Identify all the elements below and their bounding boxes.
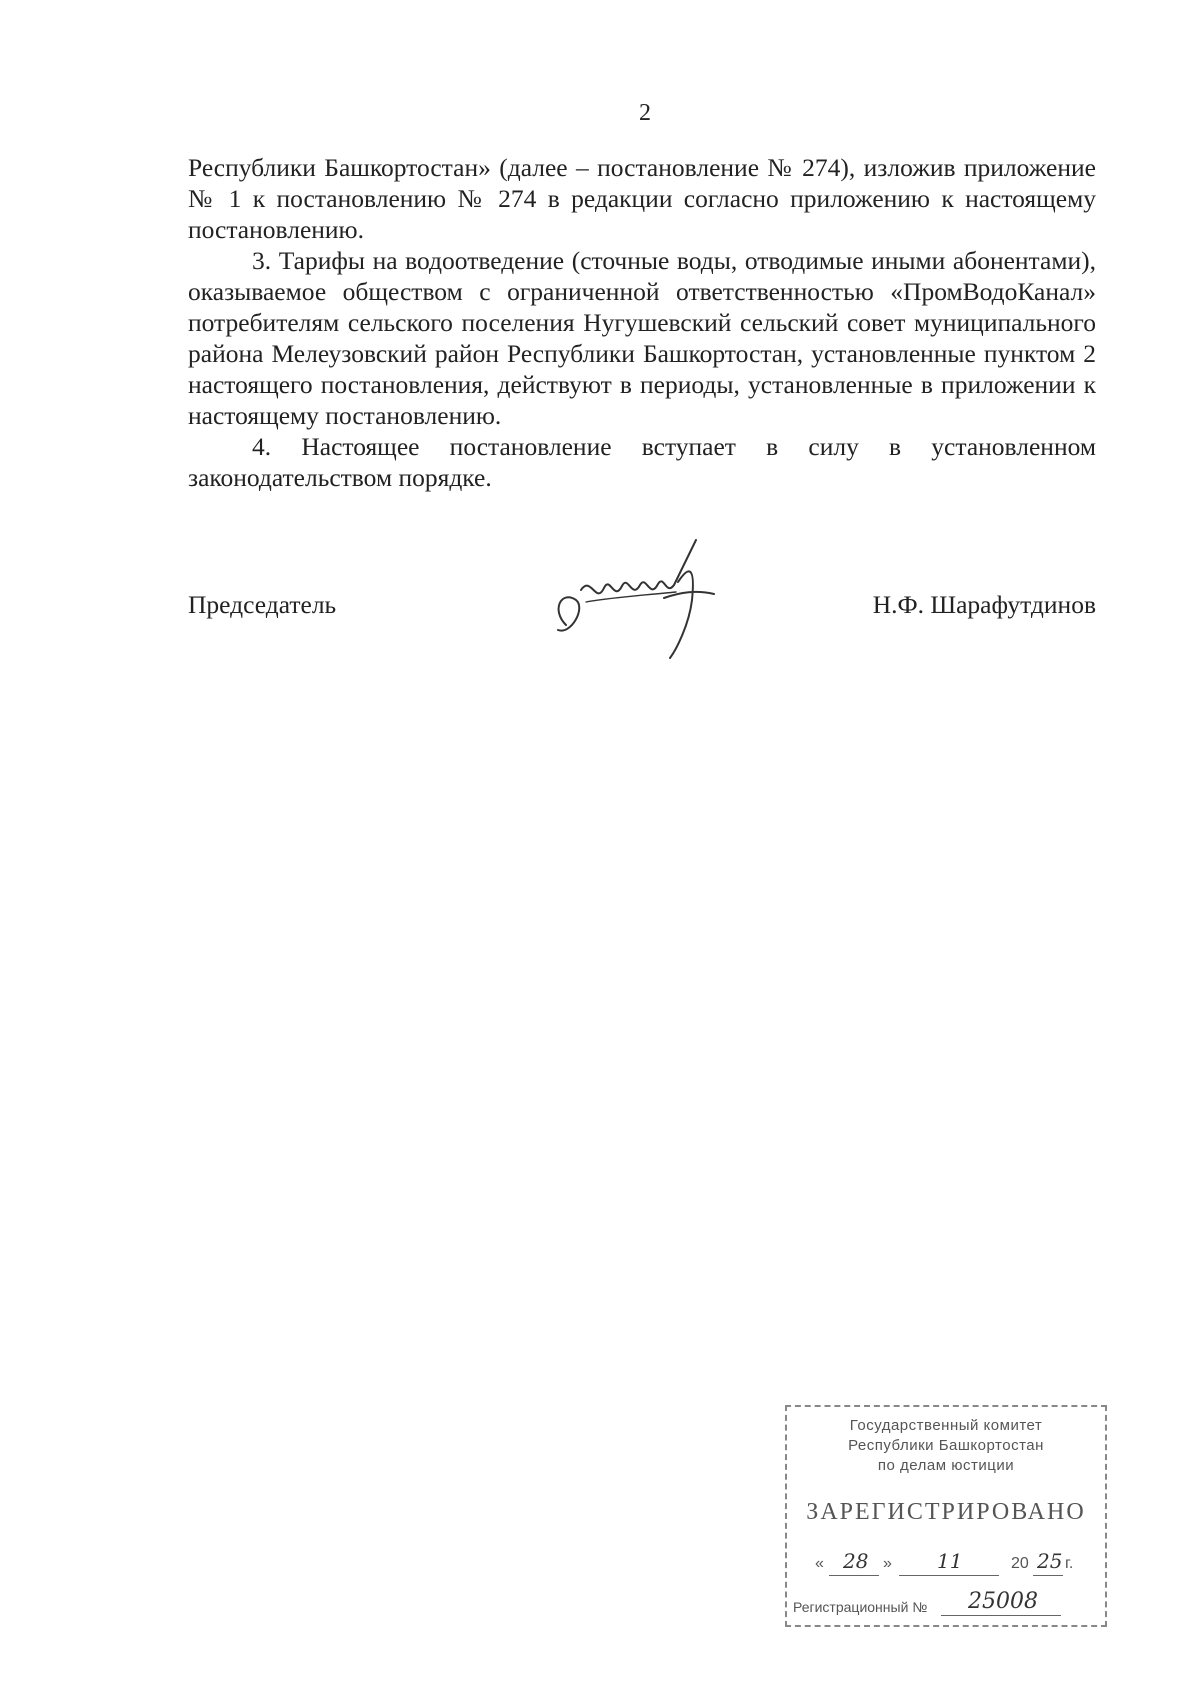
page-number: 2 xyxy=(639,100,651,126)
signatory-title: Председатель xyxy=(188,590,337,619)
stamp-authority-line-1: Государственный комитет xyxy=(849,1417,1043,1434)
stamp-year-unit: г. xyxy=(1065,1555,1074,1572)
stamp-open-quote: « xyxy=(815,1555,824,1572)
stamp-year-underline xyxy=(1033,1575,1063,1576)
handwritten-signature xyxy=(546,530,726,660)
registration-stamp xyxy=(785,1405,1107,1627)
stamp-authority-line-2: Республики Башкортостан xyxy=(848,1437,1044,1454)
stamp-reg-number: 25008 xyxy=(968,1589,1038,1614)
document-body xyxy=(188,152,1096,493)
stamp-close-quote: » xyxy=(883,1555,892,1572)
stamp-reg-underline xyxy=(941,1615,1061,1616)
stamp-date-month: 11 xyxy=(937,1549,963,1573)
paragraph-continuation: Республики Башкортостан» (далее – постановление № 274), изложив приложение № 1 к постановлению № 274 в редакции согласно приложению к настоящему постановлению. xyxy=(188,153,1096,244)
stamp-date-year: 25 xyxy=(1037,1549,1063,1573)
paragraph-item-3: 3. Тарифы на водоотведение (сточные воды, отводимые иными абонентами), оказываемое обществом с ограниченной ответственностью «ПромВодоКанал» потребителям сельского поселения Нугушевский сельский совет муниципального района Мелеузовский район Республики Башкортостан, установленные пунктом 2 настоящего постановления, действуют в периоды, установленные в приложении к настоящему постановлению. xyxy=(188,246,1096,430)
stamp-registered-label: ЗАРЕГИСТРИРОВАНО xyxy=(806,1499,1086,1525)
stamp-year-prefix: 20 xyxy=(1011,1555,1029,1572)
stamp-reg-label: Регистрационный № xyxy=(793,1599,928,1615)
stamp-day-underline xyxy=(829,1575,879,1576)
stamp-authority-line-3: по делам юстиции xyxy=(877,1457,1015,1474)
stamp-date-day: 28 xyxy=(843,1549,869,1573)
stamp-month-underline xyxy=(899,1575,999,1576)
signatory-name: Н.Ф. Шарафутдинов xyxy=(872,590,1096,619)
paragraph-item-4: 4. Настоящее постановление вступает в силу в установленном законодательством порядке. xyxy=(188,432,1096,492)
signature-block xyxy=(188,570,1096,630)
